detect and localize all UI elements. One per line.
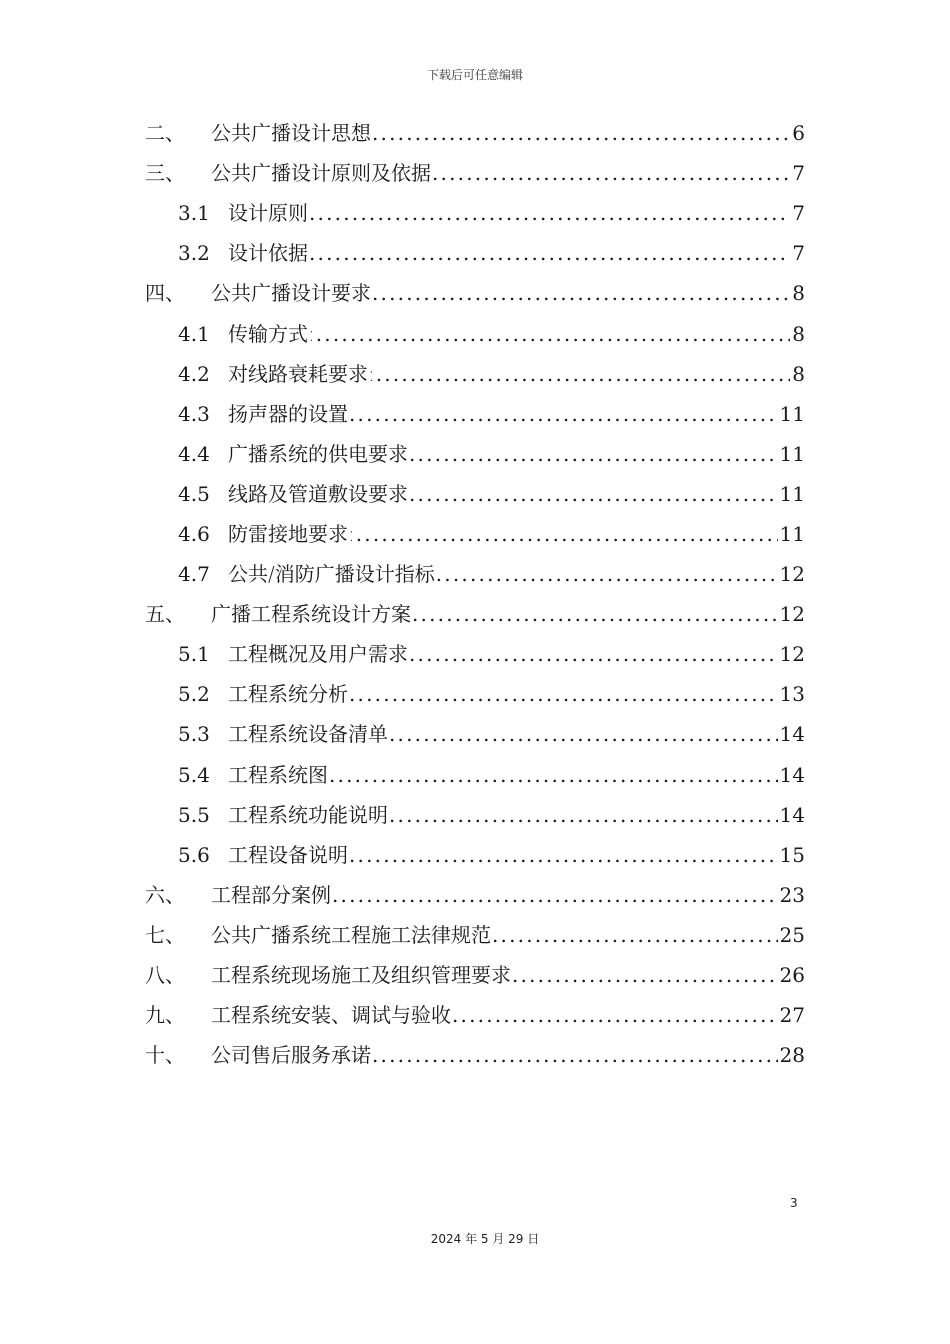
- toc-entry-number: 5.4: [178, 762, 210, 787]
- toc-leader-dots: [436, 554, 778, 594]
- toc-entry-title: 线路及管道敷设要求: [228, 481, 408, 506]
- toc-entry[interactable]: [145, 113, 805, 153]
- toc-entry-page: 14: [779, 762, 805, 787]
- toc-entry-page: 8: [792, 361, 805, 386]
- toc-leader-dots: [349, 835, 778, 875]
- toc-entry-number: 4.2: [178, 361, 210, 386]
- toc-entry-title: 公司售后服务承诺: [211, 1043, 371, 1068]
- toc-entry-number: 4.7: [178, 562, 210, 587]
- toc-entry-title: 工程系统安装、调试与验收: [211, 1003, 451, 1028]
- toc-entry-title: 工程系统设备清单: [228, 722, 388, 747]
- toc-entry-number: 4.3: [178, 401, 210, 426]
- toc-entry[interactable]: [145, 273, 805, 313]
- toc-entry-title: 工程设备说明: [228, 842, 348, 867]
- toc-entry-number: 二、: [145, 121, 185, 146]
- toc-entry-title: 工程部分案例: [211, 882, 331, 907]
- toc-leader-dots: [316, 314, 791, 354]
- toc-entry-page: 7: [792, 201, 805, 226]
- toc-entry[interactable]: [145, 594, 805, 634]
- toc-entry-title: 设计依据: [228, 241, 308, 266]
- toc-entry-page: 23: [779, 882, 805, 907]
- toc-entry[interactable]: [145, 714, 805, 754]
- toc-entry-page: 6: [792, 121, 805, 146]
- toc-entry-title: 对线路衰耗要求:: [228, 361, 375, 386]
- toc-entry[interactable]: [145, 915, 805, 955]
- toc-entry-number: 十、: [145, 1043, 185, 1068]
- toc-leader-dots: [409, 434, 778, 474]
- toc-entry-page: 11: [779, 521, 805, 546]
- footer-date: 2024 年 5 月 29 日: [430, 1232, 540, 1246]
- toc-entry-number: 5.5: [178, 802, 210, 827]
- header-note: 下载后可任意编辑: [426, 68, 523, 82]
- toc-leader-dots: [329, 755, 778, 795]
- toc-entry-title: 公共广播设计要求: [211, 281, 371, 306]
- toc-entry-page: 26: [779, 963, 805, 988]
- toc-entry-number: 八、: [145, 963, 185, 988]
- toc-entry-page: 11: [779, 481, 805, 506]
- toc-entry-number: 5.1: [178, 642, 210, 667]
- toc-entry-title: 公共/消防广播设计指标: [228, 562, 435, 587]
- toc-entry-page: 11: [779, 441, 805, 466]
- toc-entry-page: 12: [779, 562, 805, 587]
- toc-entry-title: 工程系统现场施工及组织管理要求: [211, 963, 511, 988]
- toc-leader-dots: [376, 354, 791, 394]
- toc-entry-number: 六、: [145, 882, 185, 907]
- toc-entry-page: 14: [779, 722, 805, 747]
- toc-leader-dots: [452, 995, 778, 1035]
- toc-entry-title: 工程系统图: [228, 762, 328, 787]
- toc-entry-title: 公共广播设计原则及依据: [211, 161, 431, 186]
- toc-entry-number: 4.5: [178, 481, 210, 506]
- toc-entry[interactable]: [145, 313, 805, 353]
- toc-entry-page: 7: [792, 161, 805, 186]
- toc-entry-number: 九、: [145, 1003, 185, 1028]
- toc-entry-title: 工程系统分析: [228, 682, 348, 707]
- toc-entry-title: 设计原则: [228, 201, 308, 226]
- toc-entry[interactable]: [145, 634, 805, 674]
- toc-entry[interactable]: [145, 554, 805, 594]
- toc-entry-number: 三、: [145, 161, 185, 186]
- toc-entry-number: 5.2: [178, 682, 210, 707]
- toc-leader-dots: [389, 714, 778, 754]
- toc-leader-dots: [356, 514, 778, 554]
- toc-entry-number: 3.1: [178, 201, 210, 226]
- toc-entry[interactable]: [145, 995, 805, 1035]
- toc-leader-dots: [492, 915, 778, 955]
- toc-entry-page: 8: [792, 281, 805, 306]
- toc-entry-number: 4.4: [178, 441, 210, 466]
- toc-entry[interactable]: [145, 514, 805, 554]
- toc-entry-number: 5.6: [178, 842, 210, 867]
- toc-entry-page: 8: [792, 321, 805, 346]
- toc-leader-dots: [372, 273, 790, 313]
- toc-entry[interactable]: [145, 755, 805, 795]
- toc-entry-number: 4.1: [178, 321, 210, 346]
- toc-entry-page: 13: [779, 682, 805, 707]
- toc-entry-title: 广播工程系统设计方案: [211, 602, 411, 627]
- toc-entry[interactable]: [145, 474, 805, 514]
- toc-entry[interactable]: [145, 394, 805, 434]
- toc-entry[interactable]: [145, 434, 805, 474]
- toc-leader-dots: [372, 113, 790, 153]
- toc-entry-number: 3.2: [178, 241, 210, 266]
- toc-entry-page: 11: [779, 401, 805, 426]
- toc-entry-number: 四、: [145, 281, 185, 306]
- toc-entry-page: 7: [792, 241, 805, 266]
- toc-entry-title: 广播系统的供电要求: [228, 441, 408, 466]
- toc-leader-dots: [512, 955, 778, 995]
- toc-entry-number: 4.6: [178, 521, 210, 546]
- toc-leader-dots: [309, 193, 790, 233]
- toc-entry-number: 5.3: [178, 722, 210, 747]
- toc-entry[interactable]: [145, 674, 805, 714]
- toc-leader-dots: [409, 474, 778, 514]
- toc-entry[interactable]: [145, 955, 805, 995]
- toc-entry-title: 公共广播设计思想: [211, 121, 371, 146]
- toc-leader-dots: [349, 394, 778, 434]
- toc-entry-page: 14: [779, 802, 805, 827]
- toc-entry[interactable]: [145, 1035, 805, 1075]
- toc-leader-dots: [412, 594, 778, 634]
- toc-leader-dots: [332, 875, 778, 915]
- toc-entry[interactable]: [145, 354, 805, 394]
- toc-entry-page: 28: [779, 1043, 805, 1068]
- toc-entry-title: 传输方式:: [228, 321, 315, 346]
- toc-leader-dots: [372, 1035, 778, 1075]
- toc-entry-number: 五、: [145, 602, 185, 627]
- toc-entry-title: 扬声器的设置: [228, 401, 348, 426]
- table-of-contents: [145, 113, 805, 1075]
- toc-entry-title: 公共广播系统工程施工法律规范: [211, 922, 491, 947]
- toc-entry-title: 工程概况及用户需求: [228, 642, 408, 667]
- toc-leader-dots: [309, 233, 790, 273]
- toc-leader-dots: [409, 634, 778, 674]
- toc-entry-page: 12: [779, 602, 805, 627]
- toc-entry-number: 七、: [145, 922, 185, 947]
- toc-entry-page: 25: [779, 922, 805, 947]
- toc-entry[interactable]: [145, 233, 805, 273]
- toc-entry[interactable]: [145, 875, 805, 915]
- toc-entry-page: 12: [779, 642, 805, 667]
- toc-leader-dots: [389, 795, 778, 835]
- toc-entry[interactable]: [145, 795, 805, 835]
- page-number: 3: [790, 1196, 798, 1210]
- toc-entry-page: 15: [779, 842, 805, 867]
- toc-entry-title: 防雷接地要求:: [228, 521, 355, 546]
- toc-entry[interactable]: [145, 193, 805, 233]
- toc-leader-dots: [349, 674, 778, 714]
- toc-entry[interactable]: [145, 153, 805, 193]
- toc-entry[interactable]: [145, 835, 805, 875]
- toc-leader-dots: [432, 153, 790, 193]
- toc-entry-title: 工程系统功能说明: [228, 802, 388, 827]
- toc-entry-page: 27: [779, 1003, 805, 1028]
